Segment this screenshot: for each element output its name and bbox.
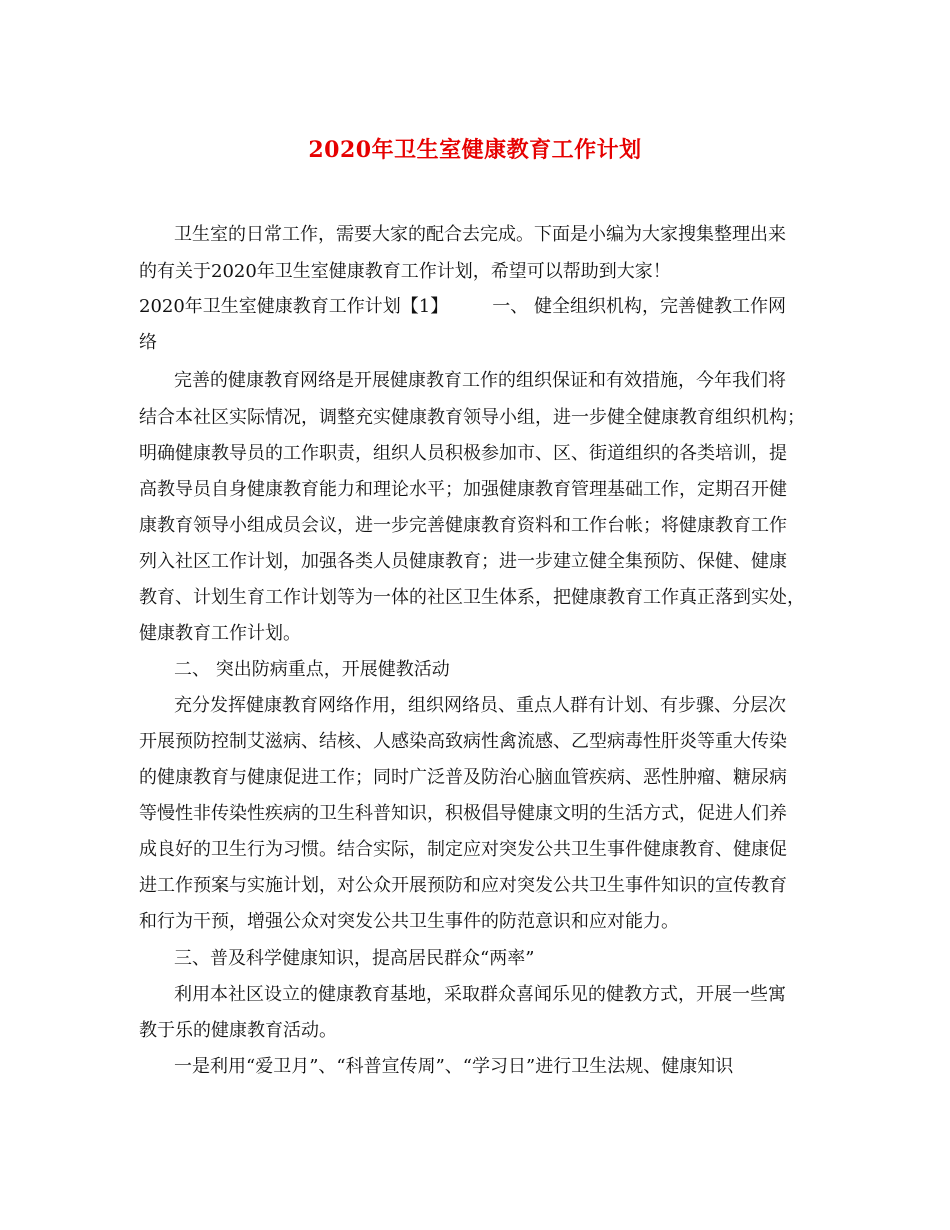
paragraph-line: 高教导员自身健康教育能力和理论水平；加强健康教育管理基础工作，定期召开健 <box>139 479 787 500</box>
paragraph-line: 教于乐的健康教育活动。 <box>139 1020 337 1041</box>
paragraph-line: 教育、计划生育工作计划等为一体的社区卫生体系，把健康教育工作真正落到实处， <box>139 587 805 608</box>
paragraph-line: 结合本社区实际情况，调整充实健康教育领导小组，进一步健全健康教育组织机构； <box>139 407 805 428</box>
paragraph-line: 和行为干预，增强公众对突发公共卫生事件的防范意识和应对能力。 <box>139 911 679 932</box>
paragraph-line: 利用本社区设立的健康教育基地，采取群众喜闻乐见的健教方式，开展一些寓 <box>174 984 786 1005</box>
paragraph-line: 开展预防控制艾滋病、结核、人感染高致病性禽流感、乙型病毒性肝炎等重大传染 <box>139 731 787 752</box>
section-heading: 一、 健全组织机构，完善健教工作网 <box>492 296 786 317</box>
paragraph-line: 充分发挥健康教育网络作用，组织网络员、重点人群有计划、有步骤、分层次 <box>174 695 786 716</box>
paragraph-line: 一是利用“爱卫月”、“科普宣传周”、“学习日”进行卫生法规、健康知识 <box>174 1056 734 1077</box>
paragraph-line: 络 <box>139 332 157 353</box>
paragraph-line: 明确健康教导员的工作职责，组织人员积极参加市、区、街道组织的各类培训，提 <box>139 443 787 464</box>
paragraph-line: 的有关于2020年卫生室健康教育工作计划，希望可以帮助到大家！ <box>139 261 671 282</box>
document-title: 2020年卫生室健康教育工作计划 <box>308 137 642 163</box>
paragraph-line: 列入社区工作计划，加强各类人员健康教育；进一步建立健全集预防、保健、健康 <box>139 551 787 572</box>
paragraph-line: 的健康教育与健康促进工作；同时广泛普及防治心脑血管疾病、恶性肿瘤、糖尿病 <box>139 767 787 788</box>
paragraph-line: 康教育领导小组成员会议，进一步完善健康教育资料和工作台帐；将健康教育工作 <box>139 515 787 536</box>
paragraph-line <box>139 297 786 317</box>
section-heading: 二、 突出防病重点，开展健教活动 <box>174 659 450 680</box>
paragraph-line: 进工作预案与实施计划，对公众开展预防和应对突发公共卫生事件知识的宣传教育 <box>139 875 787 896</box>
paragraph-line: 等慢性非传染性疾病的卫生科普知识，积极倡导健康文明的生活方式，促进人们养 <box>139 803 787 824</box>
section-heading: 2020年卫生室健康教育工作计划【1】 <box>139 296 449 317</box>
paragraph-line: 卫生室的日常工作，需要大家的配合去完成。下面是小编为大家搜集整理出来 <box>174 224 786 245</box>
paragraph-line: 健康教育工作计划。 <box>139 623 301 644</box>
paragraph-line: 成良好的卫生行为习惯。结合实际，制定应对突发公共卫生事件健康教育、健康促 <box>139 839 787 860</box>
section-heading: 三、普及科学健康知识，提高居民群众“两率” <box>174 948 535 969</box>
paragraph-line: 完善的健康教育网络是开展健康教育工作的组织保证和有效措施，今年我们将 <box>174 370 786 391</box>
